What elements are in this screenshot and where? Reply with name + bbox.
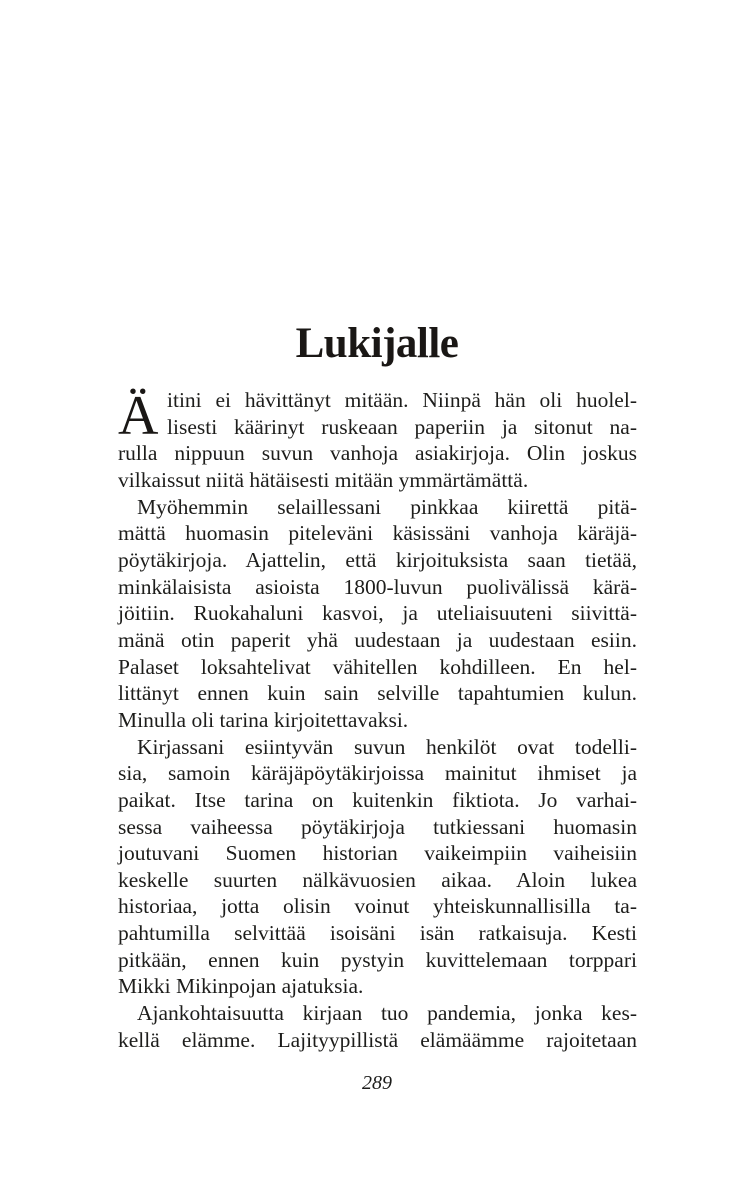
page-number: 289	[362, 1072, 392, 1094]
body-text	[118, 387, 637, 1053]
text-line: rulla nippuun suvun vanhoja asiakirjoja. Olin joskus	[118, 441, 637, 466]
text-line: pitkään, ennen kuin pystyin kuvittelemaan torppari	[118, 947, 637, 972]
text-line: pahtumilla selvittää isoisäni isän ratkaisuja. Kesti	[118, 921, 637, 946]
text-line: jöitiin. Ruokahaluni kasvoi, ja uteliaisuuteni siivittä-	[118, 601, 637, 626]
text-line: Mikki Mikinpojan ajatuksia.	[118, 974, 364, 999]
text-line: pöytäkirjoja. Ajattelin, että kirjoituksista saan tietää,	[118, 547, 637, 572]
text-line: Minulla oli tarina kirjoitettavaksi.	[118, 707, 409, 732]
text-line: vilkaissut niitä hätäisesti mitään ymmärtämättä.	[118, 467, 529, 492]
chapter-title: Lukijalle	[295, 319, 459, 367]
text-line: sessa vaiheessa pöytäkirjoja tutkiessani huomasin	[118, 814, 637, 839]
text-line: mättä huomasin piteleväni käsissäni vanhoja käräjä-	[118, 521, 637, 546]
text-line: minkälaisista asioista 1800-luvun puolivälissä kärä-	[118, 574, 637, 599]
text-line: joutuvani Suomen historian vaikeimpiin vaiheisiin	[118, 841, 637, 866]
text-line: littänyt ennen kuin sain selville tapahtumien kulun.	[118, 681, 637, 706]
text-line: paikat. Itse tarina on kuitenkin fiktiota. Jo varhai-	[118, 787, 637, 812]
text-line: historiaa, jotta olisin voinut yhteiskunnallisilla ta-	[118, 894, 637, 919]
text-line: itini ei hävittänyt mitään. Niinpä hän oli huolel-	[167, 388, 637, 412]
text-line: lisesti käärinyt ruskeaan paperiin ja sitonut na-	[167, 414, 637, 439]
text-line: Palaset loksahtelivat vähitellen kohdilleen. En hel-	[118, 654, 637, 679]
text-line: Ajankohtaisuutta kirjaan tuo pandemia, jonka kes-	[137, 1001, 637, 1026]
paragraph-2	[118, 494, 637, 734]
paragraph-3	[118, 734, 637, 1001]
paragraph-1	[118, 387, 637, 494]
text-line: sia, samoin käräjäpöytäkirjoissa mainitut ihmiset ja	[118, 761, 637, 786]
text-line: Myöhemmin selaillessani pinkkaa kiirettä pitä-	[137, 494, 637, 519]
paragraph-4	[118, 1000, 637, 1053]
drop-cap-letter: Ä	[118, 385, 159, 447]
text-line: Kirjassani esiintyvän suvun henkilöt ovat todelli-	[137, 734, 637, 759]
text-line: kellä elämme. Lajityypillistä elämäämme rajoitetaan	[118, 1027, 637, 1052]
text-line: keskelle suurten nälkävuosien aikaa. Aloin lukea	[118, 867, 637, 892]
text-line: mänä otin paperit yhä uudestaan ja uudestaan esiin.	[118, 627, 637, 652]
